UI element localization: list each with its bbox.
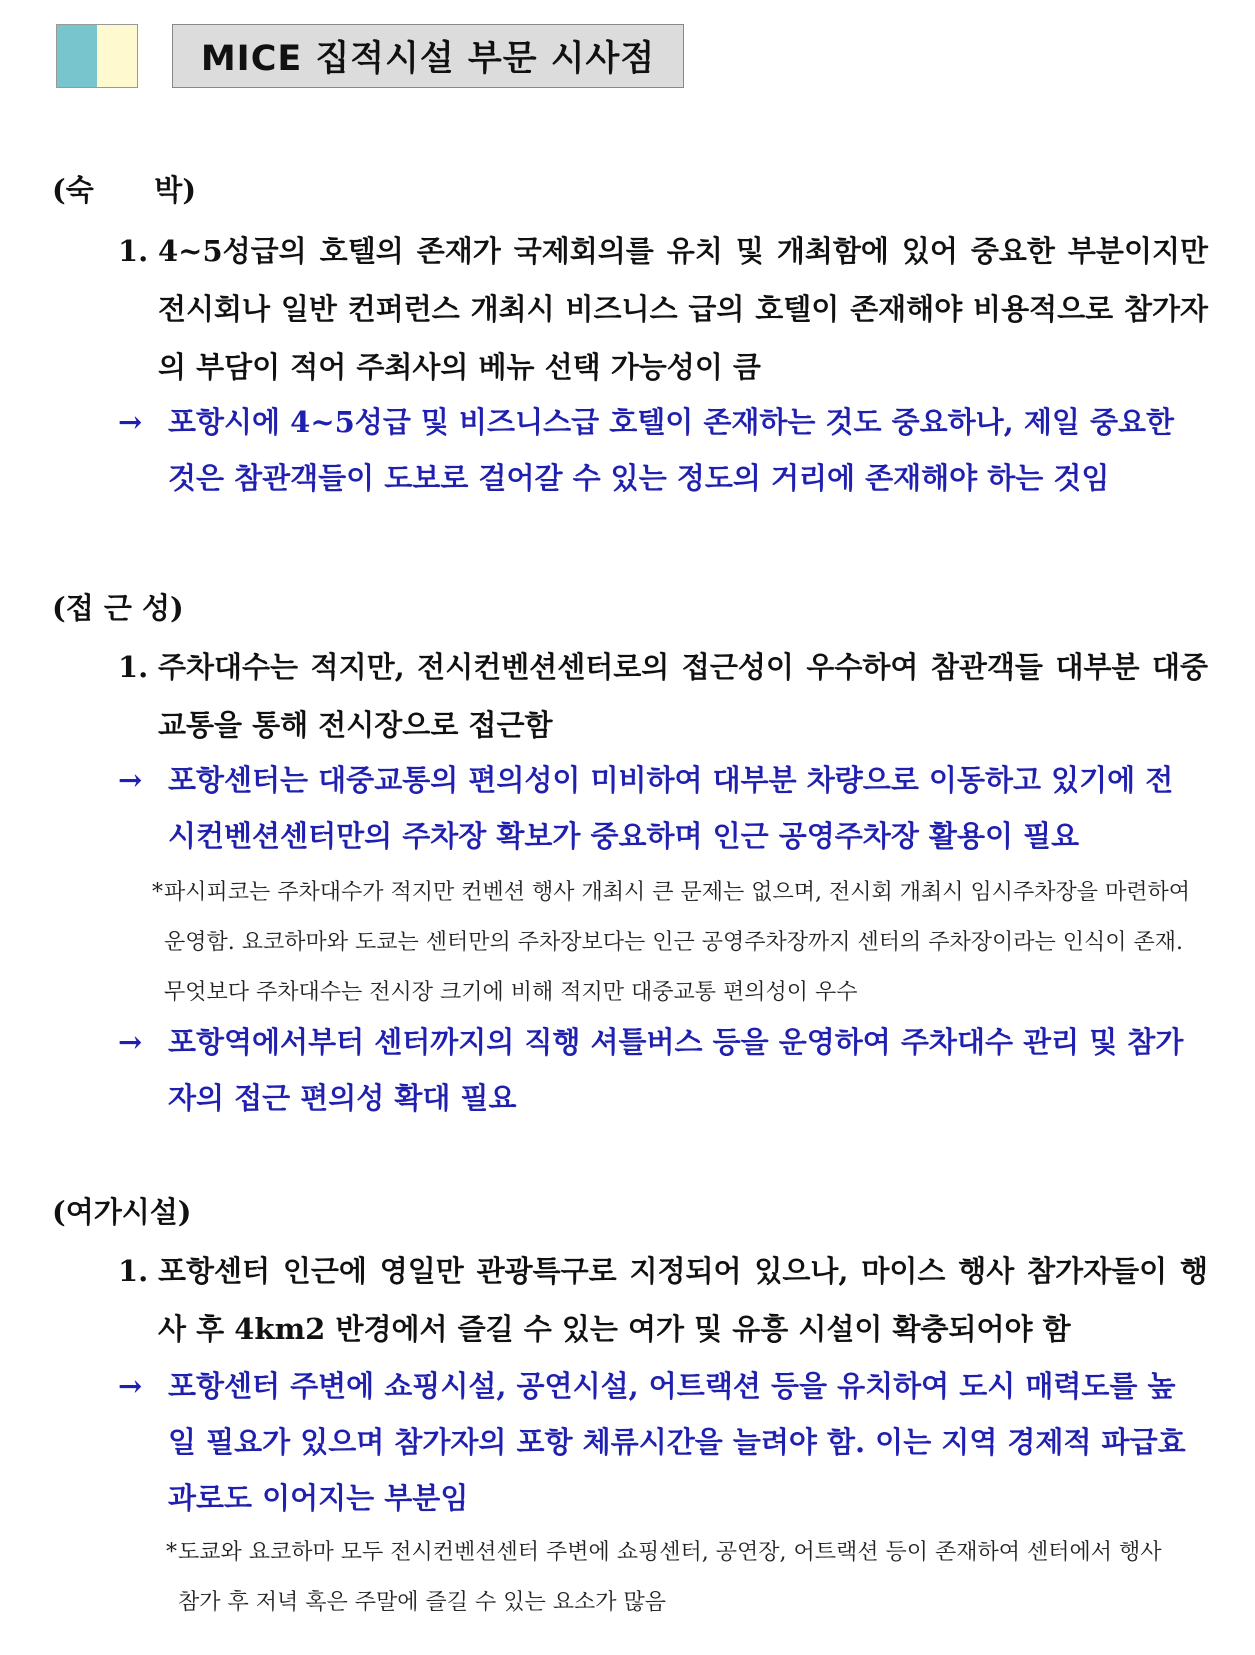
leisure-implication [118, 1358, 1198, 1526]
decoration-cream-block [97, 25, 137, 87]
implication-text: 포항센터는 대중교통의 편의성이 미비하여 대부분 차량으로 이동하고 있기에 전시컨벤션센터만의 주차장 확보가 중요하며 인근 공영주차장 활용이 필요 [168, 763, 1174, 853]
arrow-icon: → [118, 405, 143, 439]
decoration-teal-block [57, 25, 97, 87]
item-number: 1. [118, 1254, 149, 1288]
leisure-note [166, 1528, 1166, 1628]
section-heading-leisure: (여가시설) [52, 1195, 192, 1229]
item-text: 주차대수는 적지만, 전시컨벤션센터로의 접근성이 우수하여 참관객들 대부분 대중교통을 통해 전시장으로 접근함 [158, 650, 1208, 742]
section-heading-lodging: (숙 박) [52, 173, 197, 207]
asterisk-icon: * [166, 1540, 177, 1565]
implication-text: 포항역에서부터 센터까지의 직행 셔틀버스 등을 운영하여 주차대수 관리 및 참가자의 접근 편의성 확대 필요 [168, 1025, 1184, 1115]
arrow-icon: → [118, 1369, 143, 1403]
item-number: 1. [118, 650, 149, 684]
item-number: 1. [118, 234, 149, 268]
implication-text: 포항센터 주변에 쇼핑시설, 공연시설, 어트랙션 등을 유치하여 도시 매력도를 높일 필요가 있으며 참가자의 포항 체류시간을 늘려야 함. 이는 지역 경제적 파급효과로도 이어지는 부분임 [168, 1369, 1186, 1515]
section-heading-accessibility: (접 근 성) [52, 591, 184, 625]
header-decoration [56, 24, 138, 88]
accessibility-implication [118, 752, 1198, 864]
item-text: 4~5성급의 호텔의 존재가 국제회의를 유치 및 개최함에 있어 중요한 부분이지만 전시회나 일반 컨퍼런스 개최시 비즈니스 급의 호텔이 존재해야 비용적으로 참가자의 부담이 적어 주최사의 베뉴 선택 가능성이 큼 [158, 234, 1208, 384]
lodging-implication [118, 394, 1198, 506]
implication-text: 포항시에 4~5성급 및 비즈니스급 호텔이 존재하는 것도 중요하나, 제일 중요한 것은 참관객들이 도보로 걸어갈 수 있는 정도의 거리에 존재해야 하는 것임 [168, 405, 1175, 495]
note-text: 도쿄와 요코하마 모두 전시컨벤션센터 주변에 쇼핑센터, 공연장, 어트랙션 등이 존재하여 센터에서 행사 참가 후 저녁 혹은 주말에 즐길 수 있는 요소가 많음 [178, 1540, 1162, 1615]
arrow-icon: → [118, 763, 143, 797]
note-text: 파시피코는 주차대수가 적지만 컨벤션 행사 개최시 큰 문제는 없으며, 전시회 개최시 임시주차장을 마련하여 운영함. 요코하마와 도쿄는 센터만의 주차장보다는 인근 공영주차장까지 센터의 주차장이라는 인식이 존재. 무엇보다 주차대수는 전시장 크기에 비해 적지만 대중교통 편의성이 우수 [164, 880, 1191, 1005]
page-title: MICE 집적시설 부문 시사점 [172, 24, 684, 88]
accessibility-note [152, 868, 1202, 1018]
leisure-item [118, 1242, 1208, 1358]
arrow-icon: → [118, 1025, 143, 1059]
item-text: 포항센터 인근에 영일만 관광특구로 지정되어 있으나, 마이스 행사 참가자들이 행사 후 4km2 반경에서 즐길 수 있는 여가 및 유흥 시설이 확충되어야 함 [158, 1254, 1208, 1346]
asterisk-icon: * [152, 880, 163, 905]
accessibility-implication-2 [118, 1014, 1198, 1126]
accessibility-item [118, 638, 1208, 754]
lodging-item [118, 222, 1208, 396]
